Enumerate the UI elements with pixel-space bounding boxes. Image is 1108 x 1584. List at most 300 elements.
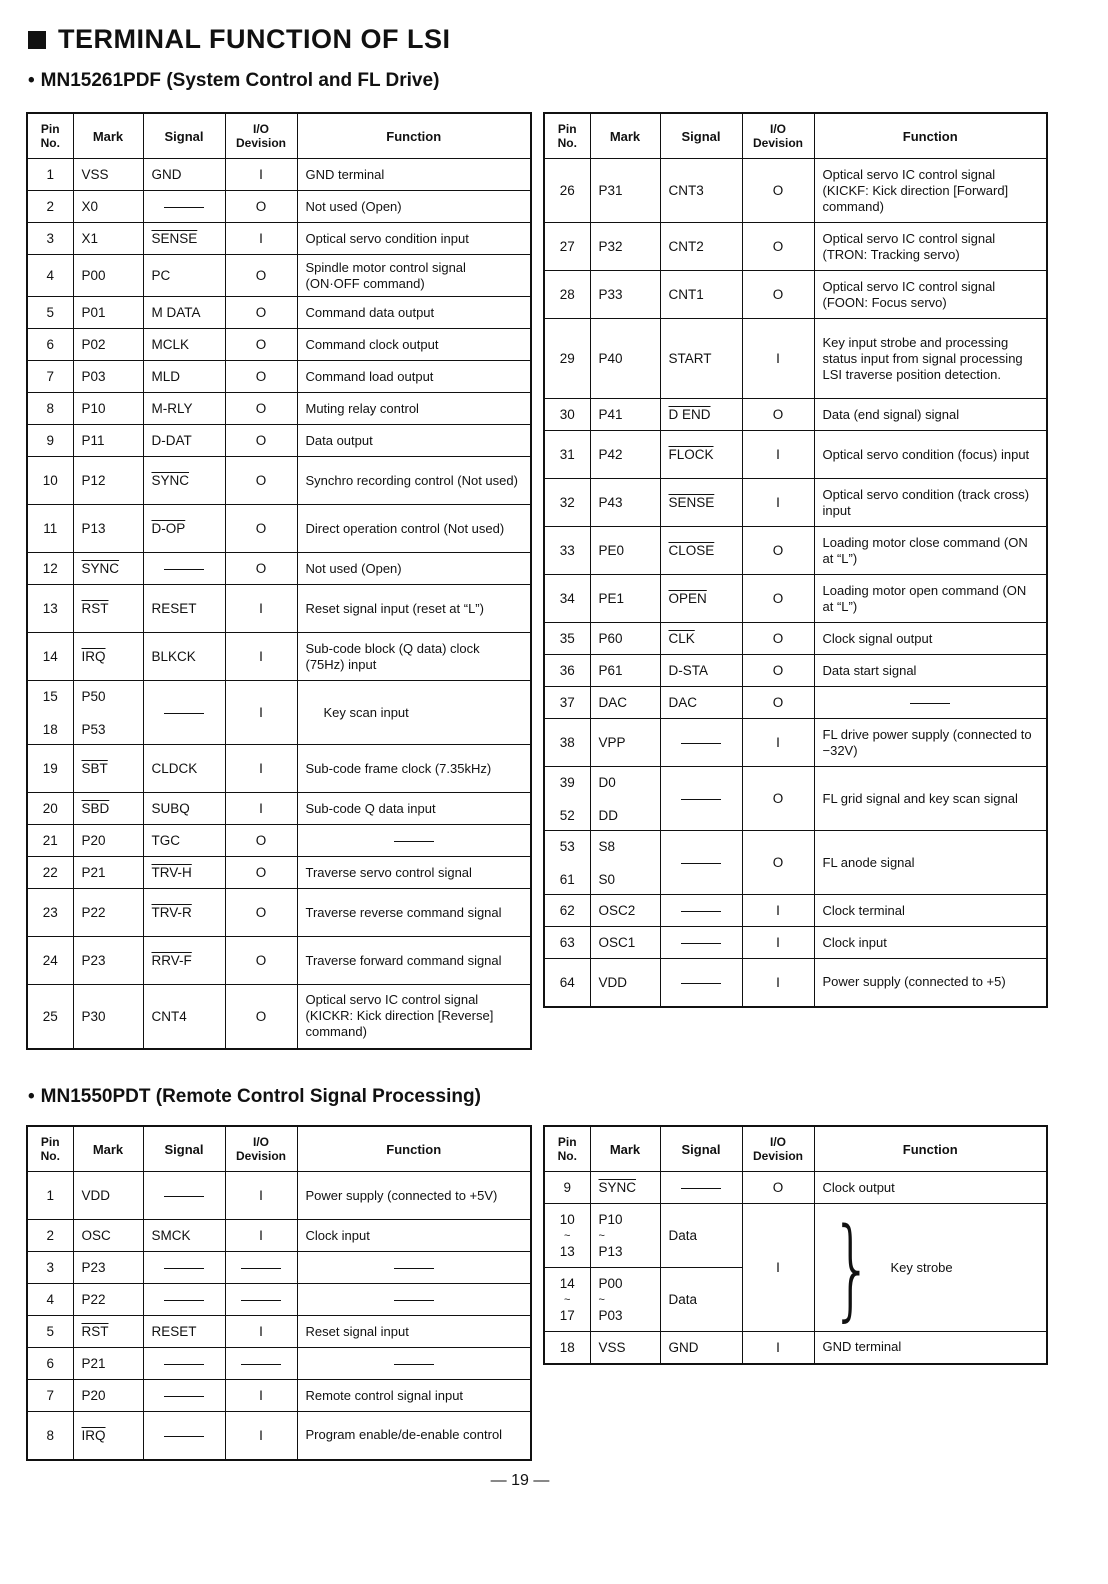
signal-cell-text: CNT2: [668, 239, 704, 254]
io-cell-text: O: [772, 239, 784, 254]
pin-cell-text: 3: [46, 1260, 54, 1275]
dash-placeholder: [681, 863, 721, 864]
column-header-text: Signal: [681, 128, 721, 144]
pin-cell: [544, 399, 590, 431]
pin-cell-text: 5: [46, 305, 54, 320]
function-cell: [297, 1316, 531, 1348]
io-cell: [742, 479, 814, 527]
page-title-text: TERMINAL FUNCTION OF LSI: [58, 24, 451, 54]
pin-cell: [27, 745, 73, 793]
function-cell: [814, 431, 1047, 479]
io-cell: [225, 425, 297, 457]
dash-placeholder: [164, 713, 204, 714]
signal-cell: [660, 959, 742, 1007]
mark-cell-text: P23: [81, 953, 106, 968]
io-cell-text: O: [255, 473, 267, 488]
mark-cell-text: P60: [598, 631, 623, 646]
mark-range-cell: [590, 831, 660, 895]
function-cell: [297, 457, 531, 505]
signal-cell: [143, 393, 225, 425]
mark-cell-text: VDD: [598, 974, 628, 990]
pin-cell-text: 34: [559, 591, 575, 606]
io-cell: [225, 553, 297, 585]
function-cell: [297, 825, 531, 857]
mark-cell-text: X0: [81, 199, 99, 214]
table-row: [27, 681, 531, 745]
io-cell: [225, 457, 297, 505]
pin-cell-text: 25: [42, 1008, 58, 1024]
pin-start: 15: [42, 688, 58, 704]
pin-cell: [544, 655, 590, 687]
pin-cell-text: 26: [559, 183, 575, 198]
mark-cell-text: P11: [81, 433, 105, 448]
column-header-pin: [27, 1126, 73, 1172]
pin-cell-text: 22: [42, 865, 58, 880]
function-cell-text: Optical servo IC control signal (TRON: Tracking servo): [822, 230, 996, 262]
function-cell: [814, 399, 1047, 431]
mark-cell: [73, 1316, 143, 1348]
pin-cell: [544, 623, 590, 655]
mark-cell-text: DAC: [598, 695, 628, 710]
function-cell: [814, 895, 1047, 927]
table-row: [27, 889, 531, 937]
pin-cell-text: 9: [46, 433, 54, 448]
signal-cell: [143, 255, 225, 297]
mark-cell-text: P23: [81, 1260, 106, 1275]
table-row: [27, 633, 531, 681]
pin-cell: [27, 889, 73, 937]
signal-cell-text: D-DAT: [151, 433, 192, 448]
io-cell: [742, 223, 814, 271]
function-cell: [814, 271, 1047, 319]
function-cell: [814, 831, 1047, 895]
pin-cell: [27, 1284, 73, 1316]
pin-cell-text: 5: [46, 1324, 54, 1339]
table-row: [544, 527, 1047, 575]
pin-cell: [544, 319, 590, 399]
dash-placeholder: [164, 569, 204, 570]
signal-cell-text: SENSE: [668, 495, 715, 510]
column-header-io: [742, 113, 814, 159]
function-cell-text: Muting relay control: [305, 400, 419, 416]
table-row: [27, 825, 531, 857]
column-header-mark: [73, 113, 143, 159]
mark-cell-text: P61: [598, 663, 623, 678]
bullet-dot-icon: •: [28, 1086, 35, 1107]
pin-cell-text: 7: [46, 1388, 54, 1403]
mark-cell-text: P20: [81, 833, 106, 848]
signal-cell: [143, 361, 225, 393]
function-cell: [814, 927, 1047, 959]
mark-cell: [73, 1348, 143, 1380]
signal-cell: [660, 527, 742, 575]
mark-cell-text: P31: [598, 183, 623, 198]
function-cell-text: Traverse reverse command signal: [305, 904, 502, 920]
function-cell: [297, 681, 531, 745]
io-cell-text: I: [259, 167, 263, 182]
mark-cell-text: VSS: [81, 167, 109, 182]
column-header-function: [297, 1126, 531, 1172]
dash-placeholder: [394, 1364, 434, 1365]
io-cell: [225, 793, 297, 825]
io-cell-text: I: [259, 1388, 263, 1403]
pin-cell-text: 23: [42, 905, 58, 920]
mark-cell-text: P40: [598, 351, 623, 366]
table-row: [27, 937, 531, 985]
mark-cell-text: VSS: [598, 1339, 626, 1355]
table-row: [544, 479, 1047, 527]
table-header-row: [27, 113, 531, 159]
io-cell: [742, 575, 814, 623]
signal-cell: [143, 793, 225, 825]
column-header-text: Devision: [235, 1149, 286, 1163]
column-header-function: [814, 1126, 1047, 1172]
signal-cell: [143, 889, 225, 937]
signal-cell-text: RRV-F: [151, 953, 192, 968]
mark-cell: [590, 575, 660, 623]
pin-cell: [27, 585, 73, 633]
brace-icon: }: [830, 1203, 873, 1332]
function-cell: [297, 1412, 531, 1460]
io-cell-text: O: [772, 631, 784, 646]
function-cell: [297, 329, 531, 361]
io-cell: [225, 1380, 297, 1412]
io-cell: [742, 527, 814, 575]
mark-cell-text: P42: [598, 447, 623, 462]
function-cell-text: Direct operation control (Not used): [305, 520, 505, 536]
io-cell-text: I: [259, 1427, 263, 1443]
pin-end: 61: [559, 871, 575, 887]
pin-range: [553, 775, 582, 823]
mark-start: D0: [598, 774, 616, 790]
io-cell: [742, 623, 814, 655]
mark-cell: [590, 399, 660, 431]
signal-cell: [143, 1284, 225, 1316]
signal-cell-text: DAC: [668, 695, 698, 710]
pin-cell: [27, 825, 73, 857]
io-cell-text: O: [772, 663, 784, 678]
function-cell-text: Loading motor open command (ON at “L”): [822, 582, 1027, 614]
pin-cell: [27, 255, 73, 297]
column-header-text: Function: [902, 128, 958, 144]
io-cell: [225, 889, 297, 937]
signal-cell: [660, 271, 742, 319]
function-cell-text: Command load output: [305, 368, 434, 384]
column-header-io: [225, 1126, 297, 1172]
mark-cell: [73, 1284, 143, 1316]
mark-cell-text: P22: [81, 905, 106, 920]
function-cell-text: Reset signal input (reset at “L”): [305, 600, 484, 616]
signal-cell-text: OPEN: [668, 591, 707, 606]
pin-cell: [544, 719, 590, 767]
function-cell: [814, 687, 1047, 719]
pin-cell-text: 8: [46, 401, 54, 416]
column-header-text: Mark: [92, 128, 124, 144]
pin-cell: [544, 575, 590, 623]
function-cell-text: Optical servo condition (track cross) input: [822, 486, 1030, 518]
mark-range: [599, 839, 652, 887]
mark-cell-text: SYNC: [598, 1180, 637, 1195]
column-header-text: No.: [40, 1149, 60, 1163]
function-cell-text: Remote control signal input: [305, 1387, 464, 1403]
function-cell-text: Traverse servo control signal: [305, 864, 472, 880]
pin-end: 17: [559, 1307, 575, 1323]
table-row: [544, 223, 1047, 271]
column-header-pin: [544, 113, 590, 159]
signal-cell-text: GND: [668, 1339, 699, 1355]
function-cell-text: Not used (Open): [305, 198, 402, 214]
key-strobe-text: Key strobe: [890, 1259, 953, 1275]
function-cell-text: Program enable/de-enable control: [305, 1427, 503, 1443]
pin-cell-text: 36: [559, 663, 575, 678]
table-row: [27, 1380, 531, 1412]
io-cell: [225, 1220, 297, 1252]
pin-cell-text: 14: [42, 649, 58, 664]
mark-range: [599, 775, 652, 823]
pin-cell-text: 9: [563, 1180, 571, 1195]
section-title-mn1550pdt: • MN1550PDT (Remote Control Signal Processing): [28, 1086, 481, 1107]
mark-cell: [73, 191, 143, 223]
mark-cell: [73, 793, 143, 825]
pin-cell-text: 27: [559, 239, 575, 254]
signal-cell: [660, 687, 742, 719]
mark-start: P50: [81, 688, 106, 704]
mark-cell-text: PE0: [598, 543, 625, 558]
mark-cell-text: P33: [598, 287, 623, 302]
function-cell: [297, 1284, 531, 1316]
pin-cell: [27, 393, 73, 425]
pin-cell: [27, 633, 73, 681]
column-header-text: Function: [386, 128, 442, 144]
column-header-text: Devision: [752, 1149, 803, 1163]
dash-placeholder: [164, 207, 204, 208]
pin-cell: [27, 793, 73, 825]
mark-cell-text: P03: [81, 369, 106, 384]
pin-cell: [27, 857, 73, 889]
column-header-io: [742, 1126, 814, 1172]
mark-end: P03: [598, 1307, 623, 1323]
pin-cell-text: 35: [559, 631, 575, 646]
pin-range-cell: [544, 1268, 590, 1332]
io-cell: [225, 681, 297, 745]
mark-cell: [73, 985, 143, 1049]
io-cell: [742, 159, 814, 223]
signal-cell: [660, 719, 742, 767]
io-cell-text: O: [772, 591, 784, 606]
table-row: [27, 159, 531, 191]
signal-cell-text: TGC: [151, 833, 180, 848]
pin-cell: [27, 1172, 73, 1220]
pin-cell-text: 6: [46, 1356, 54, 1371]
function-cell-text: Traverse forward command signal: [305, 952, 502, 968]
pin-cell-text: 11: [43, 521, 58, 536]
signal-cell: [143, 223, 225, 255]
function-cell: [814, 575, 1047, 623]
table-row: [544, 1332, 1047, 1364]
pin-range: [36, 689, 65, 737]
table-row: [27, 255, 531, 297]
pin-start: 14: [559, 1275, 575, 1291]
column-header-text: I/O: [769, 1135, 786, 1149]
mark-start: P10: [598, 1211, 623, 1227]
pin-cell-text: 31: [559, 447, 575, 462]
mark-cell-text: P20: [81, 1388, 106, 1403]
signal-cell-text: BLKCK: [151, 649, 196, 664]
io-cell: [225, 633, 297, 681]
function-cell-text: FL drive power supply (connected to −32V): [822, 726, 1032, 758]
function-cell: [297, 889, 531, 937]
io-cell: [225, 937, 297, 985]
io-cell-text: I: [259, 705, 263, 720]
table-row: [27, 1284, 531, 1316]
dash-placeholder: [164, 1268, 204, 1269]
signal-cell-text: D-OP: [151, 521, 186, 536]
mark-cell: [73, 393, 143, 425]
table-row: [544, 959, 1047, 1007]
column-header-text: Signal: [164, 1141, 204, 1157]
table-row: [27, 793, 531, 825]
signal-cell: [143, 505, 225, 553]
mark-cell-text: $\overline{SBD}$: [81, 801, 110, 816]
io-cell: [742, 319, 814, 399]
mark-cell: [73, 457, 143, 505]
io-cell-text: O: [255, 953, 267, 968]
table-row: [27, 361, 531, 393]
dash-placeholder: [164, 1196, 204, 1197]
column-header-function: [297, 113, 531, 159]
function-cell-text: Not used (Open): [305, 560, 402, 576]
io-cell-text: I: [776, 974, 780, 990]
io-cell-text: O: [772, 407, 784, 422]
pin-cell: [544, 479, 590, 527]
mark-cell: [73, 1380, 143, 1412]
io-cell-text: O: [772, 855, 784, 870]
function-cell-text: FL grid signal and key scan signal: [822, 790, 1018, 806]
table-row: [544, 831, 1047, 895]
signal-cell: [660, 623, 742, 655]
pin-table-mn1550pdt-left: [26, 1125, 532, 1461]
table-row: [544, 927, 1047, 959]
pin-table-mn1550pdt-right: [543, 1125, 1048, 1365]
io-cell: [225, 505, 297, 553]
function-cell: [814, 527, 1047, 575]
signal-cell-text: GND: [151, 167, 182, 182]
function-cell-text: Clock input: [822, 934, 887, 950]
io-cell-text: O: [772, 791, 784, 806]
mark-end: DD: [598, 807, 618, 823]
function-cell: [297, 1252, 531, 1284]
column-header-text: Pin: [40, 1135, 60, 1149]
function-cell: [297, 223, 531, 255]
signal-cell: [660, 895, 742, 927]
pin-cell: [27, 553, 73, 585]
function-cell-text: Key input strobe and processing status input from signal processing LSI traverse position detection.: [822, 334, 1023, 382]
mark-range-cell: [73, 681, 143, 745]
table-row: [544, 575, 1047, 623]
io-cell: [742, 655, 814, 687]
pin-cell: [544, 895, 590, 927]
pin-cell: [27, 937, 73, 985]
pin-cell: [27, 1380, 73, 1412]
signal-cell: [660, 1172, 742, 1204]
column-header-text: No.: [557, 1149, 577, 1163]
mark-cell: [590, 895, 660, 927]
column-header-text: I/O: [252, 122, 269, 136]
column-header-text: I/O: [769, 122, 786, 136]
signal-cell: [660, 319, 742, 399]
function-cell-text: Spindle motor control signal (ON·OFF command): [305, 259, 466, 291]
table-row: [544, 687, 1047, 719]
function-cell: [297, 255, 531, 297]
mark-cell: [73, 159, 143, 191]
mark-cell: [73, 1172, 143, 1220]
signal-cell-text: TRV-R: [151, 905, 192, 920]
signal-cell-text: D END: [668, 407, 711, 422]
table-row: [544, 895, 1047, 927]
bullet-dot-icon: •: [28, 70, 35, 91]
pin-range-cell: [544, 767, 590, 831]
table-row: [544, 719, 1047, 767]
page-title: [28, 24, 450, 55]
pin-cell-text: 18: [559, 1339, 575, 1355]
function-cell-text: Command data output: [305, 304, 435, 320]
mark-range-cell: [590, 1204, 660, 1268]
table-row: [27, 1348, 531, 1380]
function-cell-text: Optical servo IC control signal (FOON: Focus servo): [822, 278, 996, 310]
pin-cell: [27, 425, 73, 457]
io-cell-text: O: [255, 433, 267, 448]
mark-cell-text: P30: [81, 1008, 106, 1024]
function-cell: [814, 319, 1047, 399]
pin-range: [553, 839, 582, 887]
table-row: [27, 985, 531, 1049]
function-cell-text: Optical servo IC control signal (KICKR: Kick direction [Reverse] command): [305, 992, 494, 1040]
table-row: [27, 1316, 531, 1348]
mark-cell: [590, 927, 660, 959]
signal-cell: [660, 927, 742, 959]
mark-cell-text: P10: [81, 401, 106, 416]
dash-placeholder: [164, 1300, 204, 1301]
signal-cell: [660, 431, 742, 479]
column-header-mark: [590, 1126, 660, 1172]
mark-cell-text: P00: [81, 268, 106, 283]
mark-cell: [590, 431, 660, 479]
io-cell-text: I: [259, 601, 263, 616]
mark-cell: [590, 319, 660, 399]
signal-cell: [660, 1332, 742, 1364]
signal-cell: [660, 655, 742, 687]
mark-cell: [73, 1412, 143, 1460]
signal-cell: [143, 825, 225, 857]
pin-cell: [27, 361, 73, 393]
signal-cell-text: CLOSE: [668, 543, 715, 558]
key-strobe-group: [817, 1203, 1039, 1332]
function-cell: [814, 1204, 1047, 1332]
io-cell: [742, 271, 814, 319]
table-row: [27, 553, 531, 585]
column-header-signal: [660, 1126, 742, 1172]
function-cell-text: Optical servo condition input: [305, 230, 469, 246]
pin-cell: [544, 927, 590, 959]
table-row: [544, 623, 1047, 655]
pin-cell: [544, 431, 590, 479]
signal-cell: [143, 745, 225, 793]
function-cell: [814, 767, 1047, 831]
dash-placeholder: [681, 799, 721, 800]
pin-cell: [27, 985, 73, 1049]
signal-cell: [143, 633, 225, 681]
mark-cell: [73, 633, 143, 681]
